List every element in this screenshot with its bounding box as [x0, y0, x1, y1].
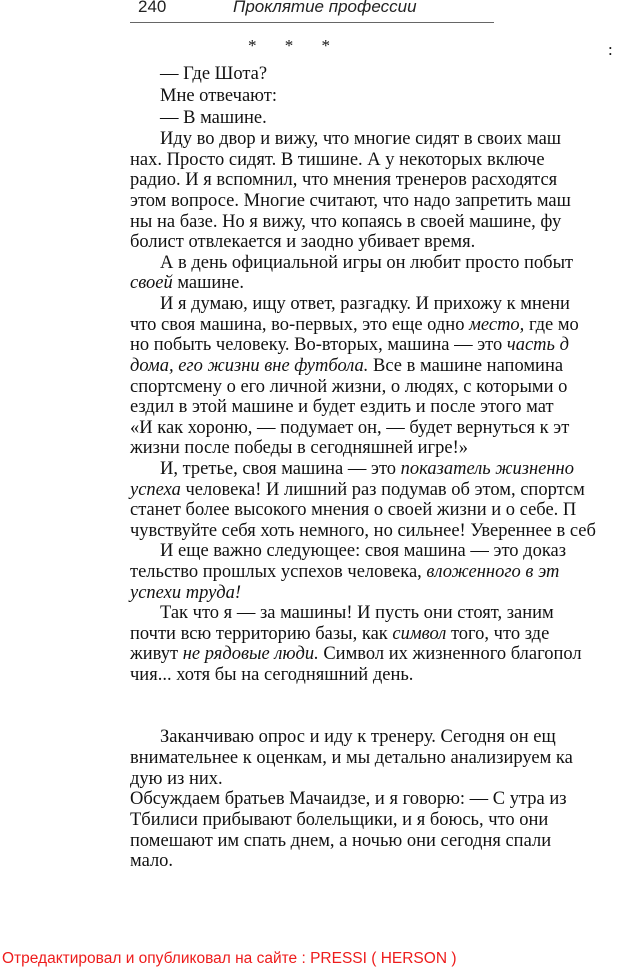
text-segment: дую из них.: [130, 769, 223, 789]
text-segment: А в день официальной игры он любит просто побыт: [160, 253, 574, 273]
text-segment: Обсуждаем братьев Мачаидзе, и я говорю: — С утра из: [130, 789, 567, 809]
text-segment: где мо: [524, 315, 579, 335]
text-line: [130, 212, 561, 233]
text-segment: спортсмену о его личной жизни, о людях, с которыми о: [130, 377, 568, 397]
text-line: [130, 150, 545, 171]
page-header: [130, 0, 494, 23]
text-segment: того, что зде: [446, 624, 550, 644]
text-line: [130, 500, 576, 521]
text-line: [130, 583, 241, 604]
text-segment: Все в машине напомина: [368, 356, 564, 376]
text-line: [130, 851, 173, 872]
text-segment: радио. И я вспомнил, что мнения тренеров расходятся: [130, 170, 558, 190]
text-line: [160, 129, 561, 150]
text-segment: ездил в этой машине и будет ездить и после этого мат: [130, 397, 554, 417]
text-segment: тельство прошлых успехов человека,: [130, 562, 427, 582]
italic-segment: часть д: [506, 335, 569, 355]
text-segment: Мне отвечают:: [160, 86, 277, 106]
text-segment: болист отвлекается и заодно убивает время.: [130, 232, 476, 252]
text-line: [130, 377, 567, 398]
text-segment: живут: [130, 644, 183, 664]
italic-segment: дома, его жизни вне футбола.: [130, 356, 369, 376]
text-segment: почти всю территорию базы, как: [130, 624, 393, 644]
text-line: [130, 480, 585, 501]
text-line: [130, 335, 569, 356]
section-separator: * * *: [248, 36, 342, 55]
text-line: [160, 727, 556, 748]
text-segment: И, третье, своя машина — это: [160, 459, 401, 479]
text-segment: станет более высокого мнения о своей жизни и о себе. П: [130, 500, 577, 520]
text-line: [130, 769, 223, 790]
text-line: [130, 356, 563, 377]
text-segment: человека! И лишний раз подумав об этом, спортсм: [180, 480, 585, 500]
text-segment: — Где Шота?: [160, 64, 268, 84]
text-line: [160, 603, 554, 624]
text-segment: И я думаю, ищу ответ, разгадку. И прихожу к мнени: [160, 294, 570, 314]
italic-segment: вложенного в эт: [426, 562, 560, 582]
text-segment: Так что я — за машины! И пусть они стоят, заним: [160, 603, 554, 623]
italic-segment: символ: [392, 624, 447, 644]
text-line: [160, 108, 267, 129]
text-segment: И еще важно следующее: своя машина — это доказ: [160, 541, 567, 561]
text-line: [130, 397, 554, 418]
italic-segment: место,: [469, 315, 525, 335]
text-segment: но побыть человеку. Во-вторых, машина — это: [130, 335, 507, 355]
text-segment: Заканчиваю опрос и иду к тренеру. Сегодня он ещ: [160, 727, 556, 747]
page-number: 240: [138, 0, 167, 16]
text-segment: помешают им спать днем, а ночью они сегодня спали: [130, 831, 552, 851]
text-segment: нах. Просто сидят. В тишине. А у некоторых включе: [130, 150, 545, 170]
running-title: Проклятие профессии: [233, 0, 417, 16]
text-line: [130, 191, 571, 212]
text-segment: Иду во двор и вижу, что многие сидят в своих маш: [160, 129, 562, 149]
italic-segment: успеха: [130, 480, 181, 500]
text-line: [160, 459, 574, 480]
text-line: [130, 748, 573, 769]
text-segment: что своя машина, во-первых, это еще одно: [130, 315, 470, 335]
text-line: [130, 562, 559, 583]
italic-segment: показатель жизненно: [400, 459, 574, 479]
text-segment: этом вопросе. Многие считают, что надо запретить маш: [130, 191, 571, 211]
text-line: [160, 541, 566, 562]
publisher-watermark: Отредактировал и опубликовал на сайте : PRESSI ( HERSON ): [2, 950, 457, 967]
italic-segment: успехи труда!: [130, 583, 242, 603]
text-line: [160, 86, 277, 107]
text-line: [130, 665, 413, 686]
text-line: [130, 789, 567, 810]
text-line: [130, 644, 582, 665]
text-segment: внимательнее к оценкам, и мы детально анализируем ка: [130, 748, 573, 768]
text-segment: ны на базе. Но я вижу, что копаясь в своей машине, фу: [130, 212, 562, 232]
text-line: [130, 418, 569, 439]
text-line: [130, 170, 557, 191]
text-segment: мало.: [130, 851, 174, 871]
text-segment: — В машине.: [160, 108, 267, 128]
text-segment: жизни после победы в сегодняшней игре!»: [130, 438, 468, 458]
text-line: [130, 624, 549, 645]
text-line: [130, 810, 548, 831]
text-segment: чия... хотя бы на сегодняшний день.: [130, 665, 414, 685]
text-segment: Символ их жизненного благопол: [318, 644, 582, 664]
text-line: [130, 438, 468, 459]
margin-mark: :: [608, 40, 613, 59]
text-line: [130, 232, 475, 253]
text-line: [130, 273, 244, 294]
text-line: [130, 521, 596, 542]
text-segment: «И как хороню, — подумает он, — будет вернуться к эт: [130, 418, 570, 438]
text-line: [160, 64, 267, 85]
italic-segment: не рядовые люди.: [182, 644, 319, 664]
text-segment: машине.: [172, 273, 245, 293]
text-segment: чувствуйте себя хоть немного, но сильнее! Увереннее в себ: [130, 521, 596, 541]
italic-segment: своей: [130, 273, 173, 293]
text-line: [130, 831, 551, 852]
text-line: [160, 253, 573, 274]
text-segment: Тбилиси прибывают болельщики, и я боюсь, что они: [130, 810, 549, 830]
text-line: [160, 294, 570, 315]
text-line: [130, 315, 579, 336]
